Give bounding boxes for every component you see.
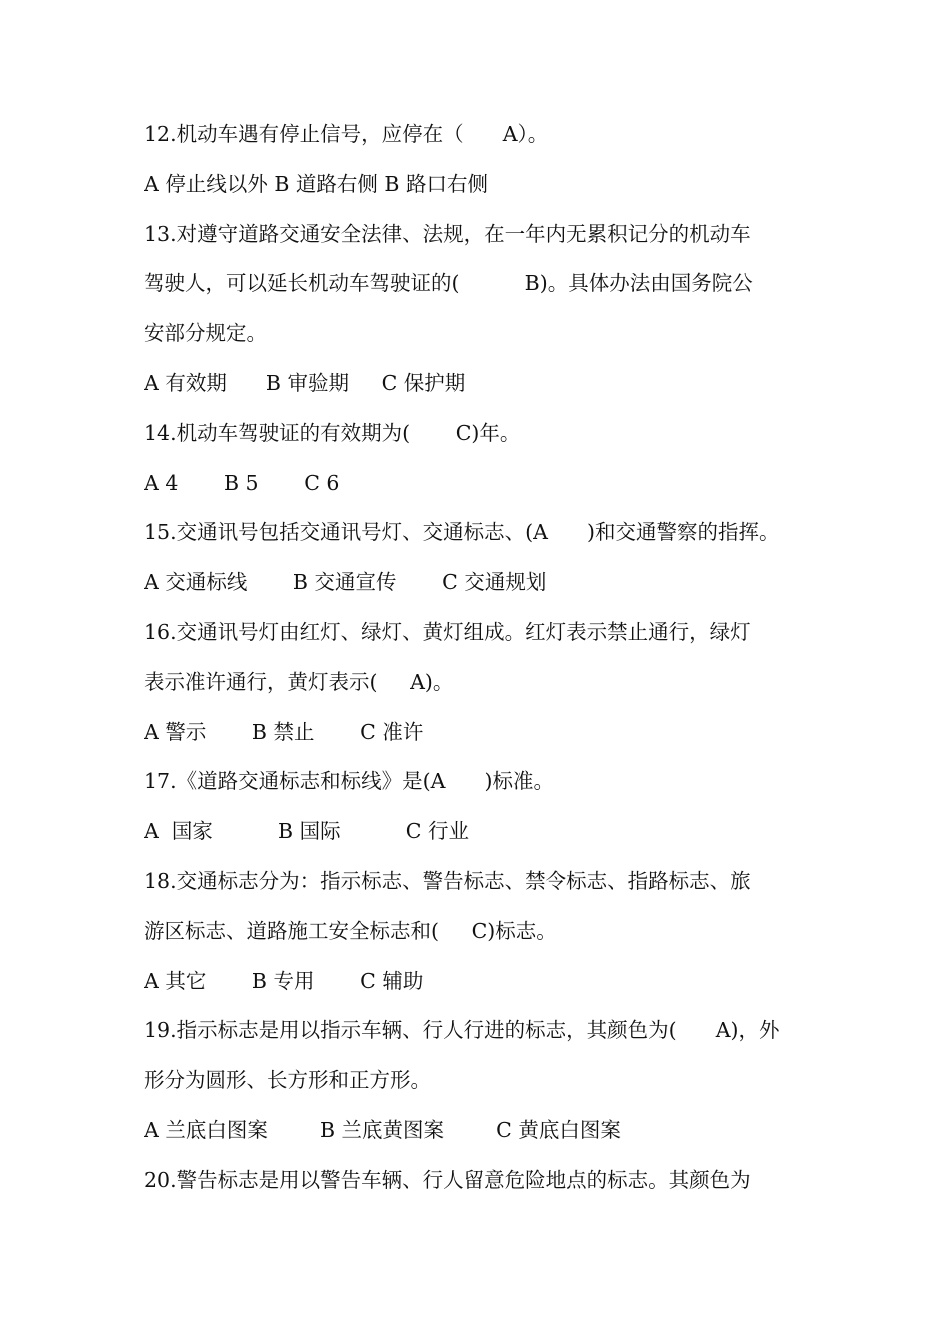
question-19-options: A 兰底白图案 B 兰底黄图案 C 黄底白图案 (144, 1117, 621, 1142)
question-18-line-2: 游区标志、道路施工安全标志和( C)标志。 (144, 918, 557, 943)
question-15: 15.交通讯号包括交通讯号灯、交通标志、(A )和交通警察的指挥。 (144, 520, 780, 545)
question-12: 12.机动车遇有停止信号，应停在（ A）。 (144, 122, 549, 146)
question-12-options: A 停止线以外 B 道路右侧 B 路口右侧 (144, 171, 489, 196)
question-14-options: A 4 B 5 C 6 (144, 470, 340, 495)
question-13-line-1: 13.对遵守道路交通安全法律、法规，在一年内无累积记分的机动车 (144, 221, 751, 246)
question-19-line-2: 形分为圆形、长方形和正方形。 (144, 1068, 431, 1093)
question-18-options: A 其它 B 专用 C 辅助 (144, 968, 424, 993)
question-16-line-2: 表示准许通行，黄灯表示( A)。 (144, 669, 454, 694)
document-body (144, 110, 814, 1206)
question-19-line-1: 19.指示标志是用以指示车辆、行人行进的标志，其颜色为( A)，外 (144, 1018, 780, 1043)
question-17-options: A 国家 B 国际 C 行业 (144, 819, 469, 844)
question-16-line-1: 16.交通讯号灯由红灯、绿灯、黄灯组成。红灯表示禁止通行，绿灯 (144, 619, 751, 644)
question-13-line-3: 安部分规定。 (144, 321, 267, 346)
question-13-line-2: 驾驶人，可以延长机动车驾驶证的( B)。具体办法由国务院公 (144, 271, 753, 296)
question-17: 17.《道路交通标志和标线》是(A )标准。 (144, 769, 554, 794)
question-18-line-1: 18.交通标志分为：指示标志、警告标志、禁令标志、指路标志、旅 (144, 868, 751, 893)
question-13-options: A 有效期 B 审验期 C 保护期 (144, 370, 466, 395)
question-15-options: A 交通标线 B 交通宣传 C 交通规划 (144, 570, 547, 595)
question-14: 14.机动车驾驶证的有效期为( C)年。 (144, 420, 521, 445)
question-20-line-1: 20.警告标志是用以警告车辆、行人留意危险地点的标志。其颜色为 (144, 1167, 751, 1192)
question-16-options: A 警示 B 禁止 C 准许 (144, 719, 424, 744)
